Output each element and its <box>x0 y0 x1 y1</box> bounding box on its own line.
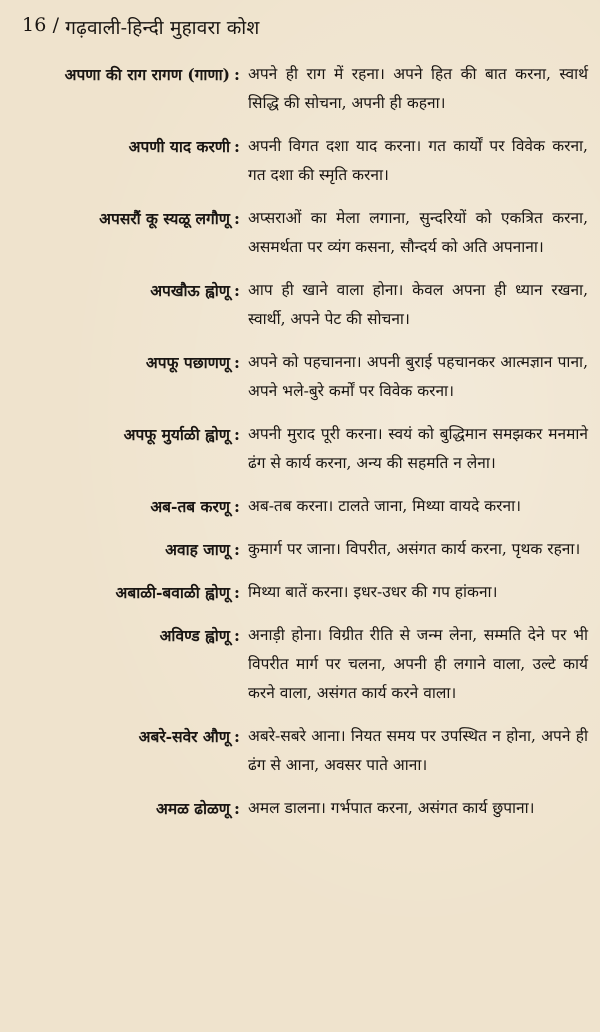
entry-term: अपणा की राग रागण (गाणा) <box>64 65 230 84</box>
entry-term: अपसरौं कू स्यळू लगौणू <box>99 209 230 228</box>
entry <box>0 621 600 708</box>
page-header <box>22 14 260 40</box>
entry-meaning: अपने ही राग में रहना। अपने हित की बात करना, स्वार्थ सिद्धि की सोचना, अपनी ही कहना। <box>248 65 588 112</box>
entry-colon: : <box>234 425 240 444</box>
entry-meaning: कुमार्ग पर जाना। विपरीत, असंगत कार्य करना, पृथक रहना। <box>248 540 581 558</box>
entry-meaning: आप ही खाने वाला होना। केवल अपना ही ध्यान रखना, स्वार्थी, अपने पेट की सोचना। <box>248 281 588 328</box>
entry-colon: : <box>234 209 240 228</box>
entry-colon: : <box>234 137 240 156</box>
entry <box>0 60 600 118</box>
entry-term: अब-तब करणू <box>150 497 230 516</box>
entry-meaning: अब-तब करना। टालते जाना, मिथ्या वायदे करना। <box>248 497 522 515</box>
entry-colon: : <box>234 281 240 300</box>
entry <box>0 132 600 190</box>
book-title: गढ़वाली-हिन्दी मुहावरा कोश <box>65 17 260 39</box>
entry-meaning: अमल डालना। गर्भपात करना, असंगत कार्य छुपाना। <box>248 799 535 817</box>
entry-colon: : <box>234 353 240 372</box>
entry-meaning: अनाड़ी होना। विग्रीत रीति से जन्म लेना, सम्मति देने पर भी विपरीत मार्ग पर चलना, अपनी ही लगाने वाला, उल्टे कार्य करने वाला, असंगत कार्य करने वाला। <box>248 626 588 702</box>
entry <box>0 578 600 607</box>
entry-colon: : <box>234 626 240 645</box>
entry-term: अविण्ड ह्वोणू <box>159 626 230 645</box>
entry <box>0 204 600 262</box>
entry-colon: : <box>234 65 240 84</box>
entry-meaning: अबरे-सबरे आना। नियत समय पर उपस्थित न होना, अपने ही ढंग से आना, अवसर पाते आना। <box>248 727 588 774</box>
entry-colon: : <box>234 583 240 602</box>
entry-term: अपखौऊ ह्वोणू <box>150 281 230 300</box>
entry <box>0 276 600 334</box>
entry-meaning: मिथ्या बातें करना। इधर-उधर की गप हांकना। <box>248 583 498 601</box>
entry-term: अपफू मुर्याळी ह्वोणू <box>123 425 230 444</box>
entry-meaning: अप्सराओं का मेला लगाना, सुन्दरियों को एकत्रित करना, असमर्थता पर व्यंग कसना, सौन्दर्य को अति अपनाना। <box>248 209 588 256</box>
entry-colon: : <box>234 497 240 516</box>
entry <box>0 348 600 406</box>
entry-term: अवाह जाणू <box>165 540 230 559</box>
entry <box>0 535 600 564</box>
entry-colon: : <box>234 727 240 746</box>
entry-term: अबाळी-बवाळी ह्वोणू <box>115 583 230 602</box>
entry-colon: : <box>234 540 240 559</box>
entry-term: अबरे-सवेर औणू <box>138 727 230 746</box>
entry-meaning: अपनी विगत दशा याद करना। गत कार्यों पर विवेक करना, गत दशा की स्मृति करना। <box>248 137 588 184</box>
entry-term: अमळ ढोळणू <box>155 799 230 818</box>
entry-term: अपफू पछाणणू <box>145 353 230 372</box>
entry <box>0 722 600 780</box>
dictionary-entries <box>0 60 600 837</box>
entry-meaning: अपनी मुराद पूरी करना। स्वयं को बुद्धिमान समझकर मनमाने ढंग से कार्य करना, अन्य की सहमति न लेना। <box>248 425 588 472</box>
entry <box>0 794 600 823</box>
entry <box>0 492 600 521</box>
header-separator: / <box>52 14 60 36</box>
page-number: 16 <box>22 14 47 36</box>
entry <box>0 420 600 478</box>
entry-term: अपणी याद करणी <box>128 137 230 156</box>
entry-colon: : <box>234 799 240 818</box>
entry-meaning: अपने को पहचानना। अपनी बुराई पहचानकर आत्मज्ञान पाना, अपने भले-बुरे कर्मों पर विवेक करना। <box>248 353 588 400</box>
